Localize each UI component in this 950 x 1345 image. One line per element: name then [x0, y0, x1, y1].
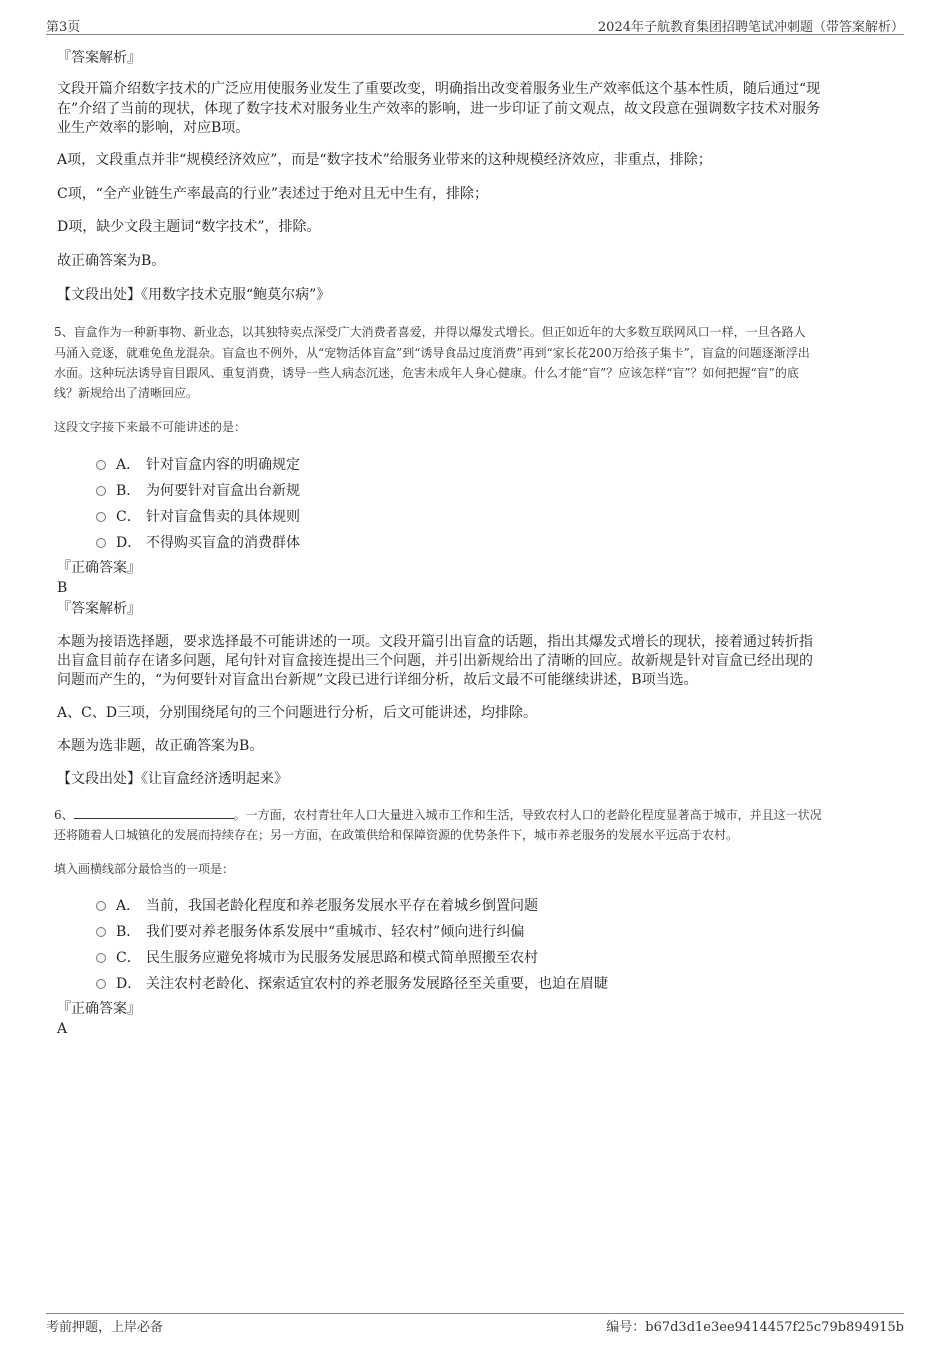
radio-icon[interactable] — [96, 538, 106, 548]
question-6-option-d[interactable]: D． 关注农村老龄化、探索适宜农村的养老服务发展路径至关重要，也迫在眉睫 — [96, 973, 608, 993]
radio-icon[interactable] — [96, 979, 106, 989]
question-5-option-a[interactable]: A． 针对盲盒内容的明确规定 — [96, 454, 300, 474]
fill-blank — [74, 806, 234, 819]
question-6-option-a[interactable]: A． 当前，我国老龄化程度和养老服务发展水平存在着城乡倒置问题 — [96, 895, 538, 915]
question-5-option-c[interactable]: C． 针对盲盒售卖的具体规则 — [96, 506, 300, 526]
question-6-prompt: 填入画横线部分最恰当的一项是： — [54, 862, 235, 876]
page-header — [46, 14, 904, 35]
radio-icon[interactable] — [96, 927, 106, 937]
document-title: 2024年子航教育集团招聘笔试冲刺题（带答案解析） — [597, 20, 904, 35]
conclusion: 本题为选非题，故正确答案为B。 — [57, 738, 264, 754]
question-6-option-b[interactable]: B． 我们要对养老服务体系发展中“重城市、轻农村”倾向进行纠偏 — [96, 921, 524, 941]
question-5-stem-line: 线？新规给出了清晰回应。 — [54, 386, 199, 400]
radio-icon[interactable] — [96, 460, 106, 470]
answer-value: A — [57, 1021, 68, 1037]
answer-label: 『正确答案』 — [57, 1001, 141, 1017]
analysis-line: 本题为接语选择题，要求选择最不可能讲述的一项。文段开篇引出盲盒的话题，指出其爆发式增长的现状，接着通过转折指 — [57, 634, 813, 650]
question-6-stem-line: 6、 。一方面，农村青壮年人口大量进入城市工作和生活，导致农村人口的老龄化程度显著高于城市，并且这一状况 — [54, 808, 822, 822]
question-5-prompt: 这段文字接下来最不可能讲述的是： — [54, 420, 247, 434]
page-footer — [46, 1313, 904, 1334]
footer-slogan: 考前押题，上岸必备 — [46, 1320, 164, 1335]
explanation-a: A项，文段重点并非“规模经济效应”，而是“数字技术”给服务业带来的这种规模经济效应，非重点，排除； — [57, 152, 712, 168]
explanation-d: D项，缺少文段主题词“数字技术”，排除。 — [57, 219, 321, 235]
answer-value: B — [57, 580, 68, 596]
analysis-line: 业生产效率的影响，对应B项。 — [57, 120, 250, 136]
question-5-option-b[interactable]: B． 为何要针对盲盒出台新规 — [96, 480, 300, 500]
explanation-c: C项，“全产业链生产率最高的行业”表述过于绝对且无中生有，排除； — [57, 186, 489, 202]
question-5-option-d[interactable]: D． 不得购买盲盒的消费群体 — [96, 532, 300, 552]
page-number: 第3页 — [46, 20, 81, 35]
analysis-label: 『答案解析』 — [57, 50, 141, 66]
source-citation: 【文段出处】《让盲盒经济透明起来》 — [57, 771, 288, 787]
radio-icon[interactable] — [96, 953, 106, 963]
radio-icon[interactable] — [96, 486, 106, 496]
question-number: 6、 — [54, 808, 74, 822]
document-code: 编号：b67d3d1e3ee9414457f25c79b894915b — [606, 1320, 904, 1335]
analysis-line: 问题而产生的，“为何要针对盲盒出台新规”文段已进行详细分析，故后文最不可能继续讲述，B项当选。 — [57, 672, 698, 688]
question-6-stem-line: 还将随着人口城镇化的发展而持续存在；另一方面，在政策供给和保障资源的优势条件下，城市养老服务的发展水平远高于农村。 — [54, 828, 739, 842]
analysis-line: 在”介绍了当前的现状，体现了数字技术对服务业生产效率的影响，进一步印证了前文观点，故文段意在强调数字技术对服务 — [57, 101, 821, 117]
question-6-option-c[interactable]: C． 民生服务应避免将城市为民服务发展思路和模式简单照搬至农村 — [96, 947, 538, 967]
analysis-line: 文段开篇介绍数字技术的广泛应用使服务业发生了重要改变，明确指出改变着服务业生产效率低这个基本性质，随后通过“现 — [57, 81, 821, 97]
radio-icon[interactable] — [96, 512, 106, 522]
question-5-stem-line: 水面。这种玩法诱导盲目跟风、重复消费，诱导一些人病态沉迷，危害未成年人身心健康。什么才能“盲”？应该怎样“盲”？如何把握“盲”的底 — [54, 366, 799, 380]
analysis-label: 『答案解析』 — [57, 601, 141, 617]
radio-icon[interactable] — [96, 901, 106, 911]
answer-label: 『正确答案』 — [57, 560, 141, 576]
question-5-stem-line: 马涌入竞逐，就难免鱼龙混杂。盲盒也不例外，从“宠物活体盲盒”到“诱导食品过度消费”再到“家长花200万给孩子集卡”，盲盒的问题逐渐浮出 — [54, 346, 810, 360]
analysis-line: 出盲盒目前存在诸多问题，尾句针对盲盒接连提出三个问题，并引出新规给出了清晰的回应。故新规是针对盲盒已经出现的 — [57, 653, 813, 669]
conclusion: 故正确答案为B。 — [57, 253, 166, 269]
explanation-acd: A、C、D三项，分别围绕尾句的三个问题进行分析，后文可能讲述，均排除。 — [57, 705, 538, 721]
question-5-stem-line: 5、盲盒作为一种新事物、新业态，以其独特卖点深受广大消费者喜爱，并得以爆发式增长。但正如近年的大多数互联网风口一样，一旦各路人 — [54, 325, 806, 339]
source-citation: 【文段出处】《用数字技术克服“鲍莫尔病”》 — [57, 287, 331, 303]
